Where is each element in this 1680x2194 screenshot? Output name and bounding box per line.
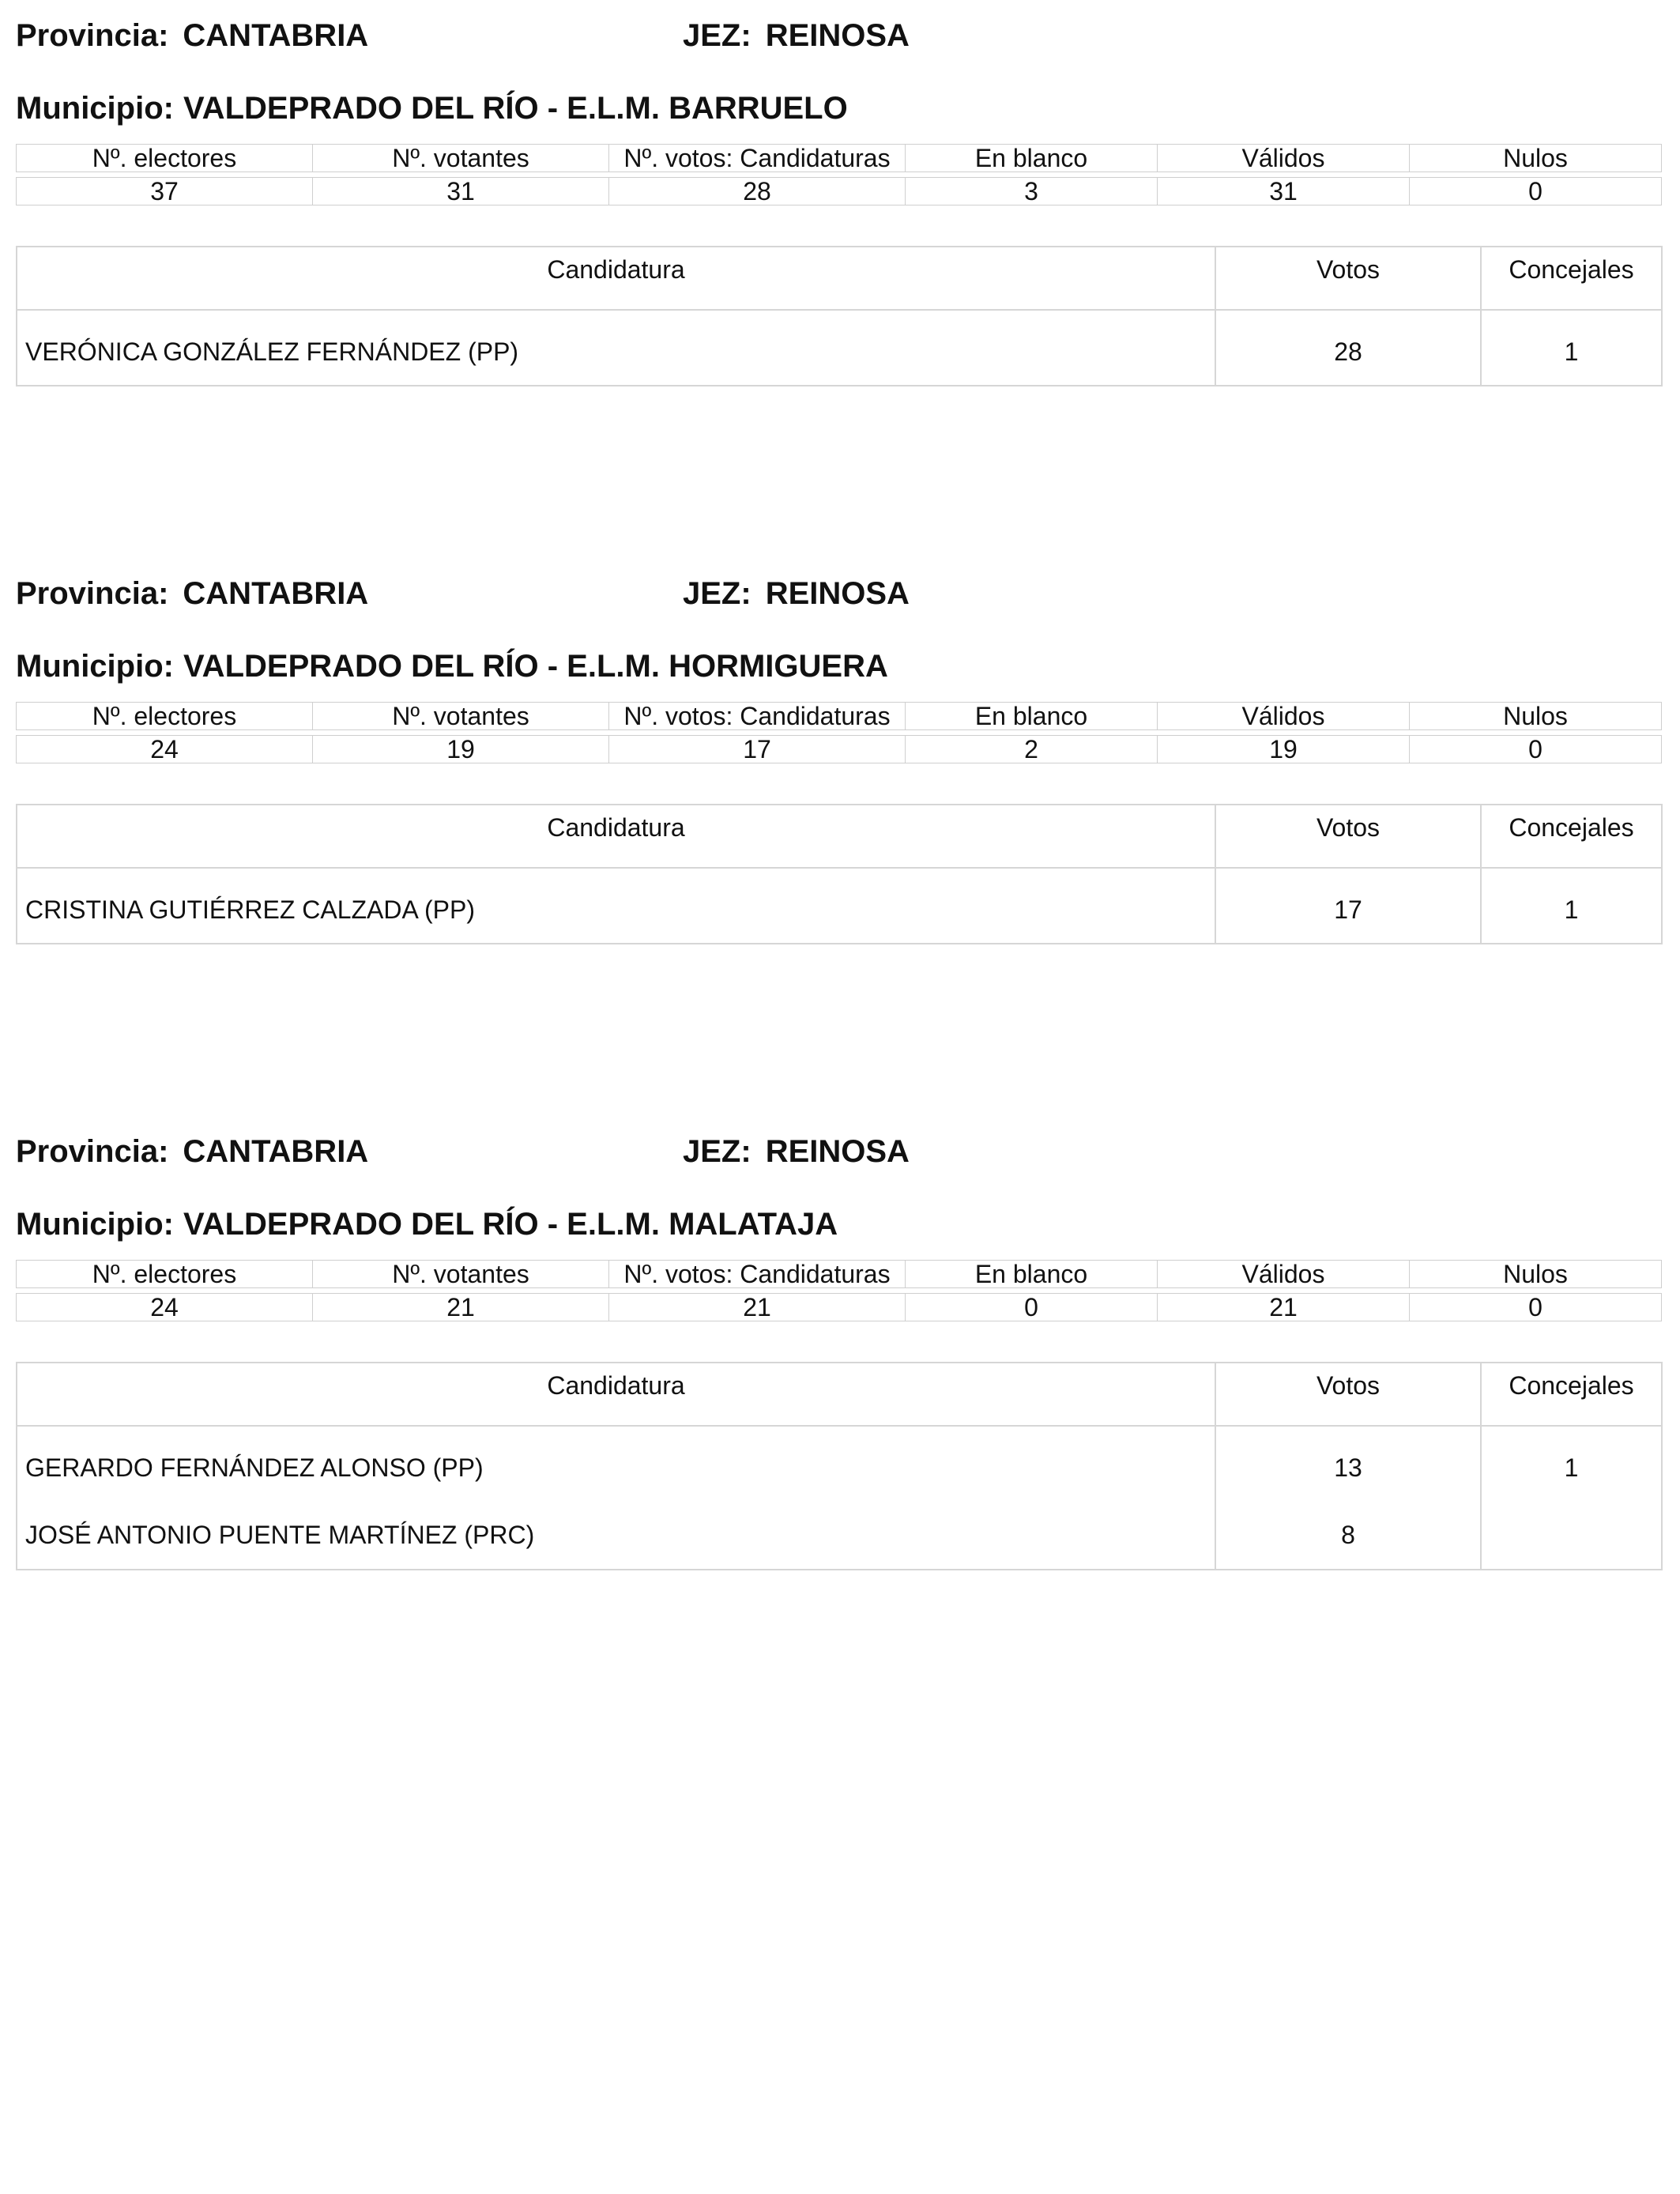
stats-header-cell: Nº. electores <box>17 145 313 172</box>
stats-value-cell: 19 <box>1158 736 1410 763</box>
candidate-name: JOSÉ ANTONIO PUENTE MARTÍNEZ (PRC) <box>17 1501 1215 1570</box>
candidate-concejales: 1 <box>1564 895 1579 924</box>
municipio-label: Municipio: <box>16 1207 174 1242</box>
municipio-label: Municipio: <box>16 91 174 126</box>
stats-value-cell: 0 <box>1410 178 1662 205</box>
jez-label: JEZ: <box>683 576 751 611</box>
stats-header-cell: En blanco <box>906 703 1158 730</box>
jez-line <box>683 1132 910 1171</box>
stats-value-cell: 21 <box>1158 1294 1410 1321</box>
stats-value-cell: 31 <box>1158 178 1410 205</box>
stats-table <box>16 1260 1662 1321</box>
candidate-votos: 8 <box>1215 1501 1481 1570</box>
provincia-line <box>16 574 910 613</box>
stats-value-row <box>17 736 1662 763</box>
jez-line <box>683 16 910 55</box>
jez-value: REINOSA <box>765 576 910 611</box>
candidate-concejales <box>1481 1501 1662 1570</box>
stats-header-cell: Válidos <box>1158 1261 1410 1288</box>
votos-header: Votos <box>1215 805 1481 868</box>
votos-header: Votos <box>1215 1363 1481 1426</box>
candidate-concejales: 1 <box>1564 337 1579 366</box>
candidate-row <box>17 1501 1662 1570</box>
concejales-header: Concejales <box>1481 805 1662 868</box>
municipio-line <box>16 89 848 128</box>
candidates-table <box>16 1362 1663 1570</box>
provincia-line <box>16 16 910 55</box>
stats-header-cell: Válidos <box>1158 703 1410 730</box>
stats-header-cell: Válidos <box>1158 145 1410 172</box>
stats-value-cell: 0 <box>906 1294 1158 1321</box>
candidatura-header: Candidatura <box>17 1363 1215 1426</box>
municipio-value: VALDEPRADO DEL RÍO - E.L.M. HORMIGUERA <box>183 649 888 684</box>
candidatura-header: Candidatura <box>17 247 1215 310</box>
stats-header-cell: Nulos <box>1410 1261 1662 1288</box>
stats-header-cell: En blanco <box>906 1261 1158 1288</box>
votos-header: Votos <box>1215 247 1481 310</box>
stats-value-cell: 2 <box>906 736 1158 763</box>
stats-header-cell: Nulos <box>1410 703 1662 730</box>
candidate-votos: 28 <box>1215 310 1481 386</box>
candidate-concejales: 1 <box>1564 1453 1579 1482</box>
candidatura-header: Candidatura <box>17 805 1215 868</box>
candidates-table <box>16 246 1663 386</box>
stats-value-cell: 0 <box>1410 1294 1662 1321</box>
candidates-table <box>16 804 1663 944</box>
stats-header-row <box>17 703 1662 730</box>
jez-line <box>683 574 910 613</box>
stats-value-row <box>17 1294 1662 1321</box>
candidate-name: VERÓNICA GONZÁLEZ FERNÁNDEZ (PP) <box>17 310 1215 386</box>
municipio-value: VALDEPRADO DEL RÍO - E.L.M. MALATAJA <box>183 1207 838 1242</box>
stats-value-cell: 24 <box>17 1294 313 1321</box>
stats-table <box>16 144 1662 205</box>
stats-header-cell: Nº. votos: Candidaturas <box>609 1261 906 1288</box>
stats-header-cell: Nº. electores <box>17 703 313 730</box>
municipio-line <box>16 1204 838 1244</box>
stats-header-cell: Nº. electores <box>17 1261 313 1288</box>
municipio-label: Municipio: <box>16 649 174 684</box>
stats-value-cell: 37 <box>17 178 313 205</box>
provincia-value: CANTABRIA <box>183 18 369 53</box>
candidate-row <box>17 868 1662 944</box>
provincia-label: Provincia: <box>16 1134 169 1169</box>
candidates-header-row <box>17 247 1662 310</box>
stats-value-cell: 17 <box>609 736 906 763</box>
concejales-header: Concejales <box>1481 1363 1662 1426</box>
candidate-row <box>17 310 1662 386</box>
candidates-header-row <box>17 1363 1662 1426</box>
jez-value: REINOSA <box>765 1134 910 1169</box>
concejales-header: Concejales <box>1481 247 1662 310</box>
stats-value-row <box>17 178 1662 205</box>
stats-value-cell: 3 <box>906 178 1158 205</box>
stats-header-row <box>17 145 1662 172</box>
candidate-name: GERARDO FERNÁNDEZ ALONSO (PP) <box>17 1426 1215 1501</box>
stats-header-cell: Nº. votos: Candidaturas <box>609 145 906 172</box>
stats-header-cell: Nº. votantes <box>313 703 609 730</box>
stats-value-cell: 19 <box>313 736 609 763</box>
stats-header-cell: Nº. votos: Candidaturas <box>609 703 906 730</box>
jez-label: JEZ: <box>683 18 751 53</box>
candidate-votos: 17 <box>1215 868 1481 944</box>
stats-header-cell: En blanco <box>906 145 1158 172</box>
municipio-value: VALDEPRADO DEL RÍO - E.L.M. BARRUELO <box>183 91 848 126</box>
stats-value-cell: 21 <box>313 1294 609 1321</box>
provincia-value: CANTABRIA <box>183 1134 369 1169</box>
candidate-votos: 13 <box>1215 1426 1481 1501</box>
candidate-name: CRISTINA GUTIÉRREZ CALZADA (PP) <box>17 868 1215 944</box>
provincia-line <box>16 1132 910 1171</box>
jez-value: REINOSA <box>765 18 910 53</box>
candidate-row <box>17 1426 1662 1501</box>
jez-label: JEZ: <box>683 1134 751 1169</box>
stats-header-cell: Nº. votantes <box>313 145 609 172</box>
candidates-header-row <box>17 805 1662 868</box>
stats-value-cell: 21 <box>609 1294 906 1321</box>
stats-header-cell: Nº. votantes <box>313 1261 609 1288</box>
municipio-line <box>16 647 888 686</box>
stats-value-cell: 31 <box>313 178 609 205</box>
stats-value-cell: 28 <box>609 178 906 205</box>
stats-value-cell: 0 <box>1410 736 1662 763</box>
stats-header-row <box>17 1261 1662 1288</box>
stats-table <box>16 702 1662 763</box>
provincia-value: CANTABRIA <box>183 576 369 611</box>
stats-value-cell: 24 <box>17 736 313 763</box>
stats-header-cell: Nulos <box>1410 145 1662 172</box>
provincia-label: Provincia: <box>16 576 169 611</box>
provincia-label: Provincia: <box>16 18 169 53</box>
